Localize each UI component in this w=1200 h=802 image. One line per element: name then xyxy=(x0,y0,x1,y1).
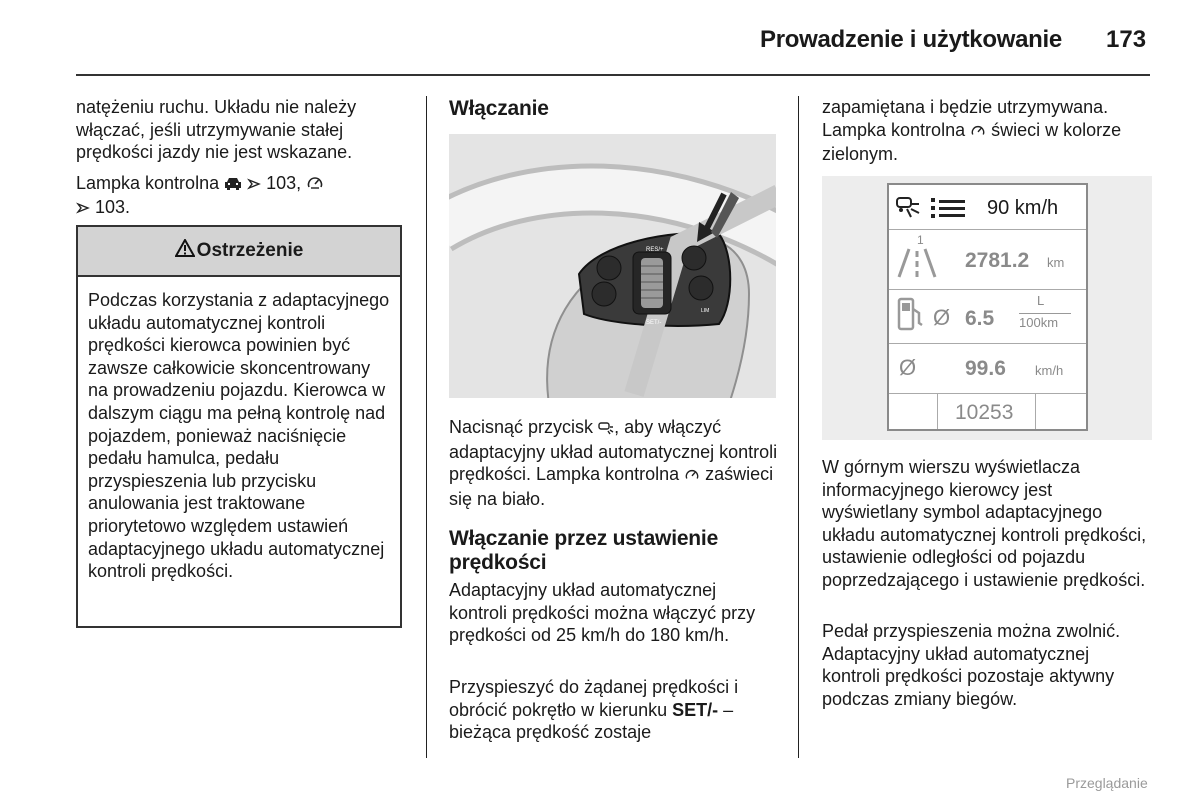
page-number: 173 xyxy=(1106,26,1147,53)
column-divider xyxy=(426,96,427,758)
fraction-line xyxy=(1019,313,1071,314)
distance-setting-icon xyxy=(598,418,614,441)
average-speed-value: 99.6 xyxy=(965,357,1006,380)
fuel-pump-icon xyxy=(897,297,925,336)
average-symbol: Ø xyxy=(899,355,917,380)
paragraph xyxy=(449,676,779,744)
text-bold: SET/- xyxy=(672,699,719,720)
paragraph xyxy=(76,172,402,221)
display-row-odometer xyxy=(889,393,1086,429)
column-1 xyxy=(76,96,402,221)
paragraph: Pedał przyspieszenia można zwolnić. Adaptacyjny układ automatycznej kontroli prędkości pozostaje aktywny podczas zmiany biegów. xyxy=(822,621,1121,709)
header-rule xyxy=(76,74,1150,76)
section-heading: Włączanie xyxy=(449,97,549,120)
steering-wheel-figure xyxy=(449,134,776,398)
consumption-unit-bottom: 100km xyxy=(1019,315,1059,330)
average-symbol: Ø xyxy=(933,305,951,330)
warning-title: Ostrzeżenie xyxy=(196,240,304,261)
footer-watermark: Przeglądanie xyxy=(1066,775,1148,791)
figure-label-lim: LIM xyxy=(701,308,710,314)
text: Nacisnąć przycisk xyxy=(449,417,594,437)
set-speed-value: 90 km/h xyxy=(987,197,1059,219)
page-header-title: Prowadzenie i użytkowanie xyxy=(760,26,1062,53)
adaptive-cruise-icon xyxy=(895,195,923,224)
warning-box xyxy=(76,225,402,628)
display-row-average-speed xyxy=(889,343,1086,394)
divider xyxy=(937,393,938,429)
text: Lampka kontrolna xyxy=(76,172,220,193)
warning-text: Podczas korzystania z adaptacyjnego układu automatycznej kontroli prędkości kierowca powinien być zawsze całkowicie skoncentrowany na prowadzeniu pojazdu. Kierowca w dalszym ciągu ma pełną kontrolę nad pojazdem, ponieważ naciśnięcie pedału hamulca, pedału przyspieszenia lub przycisku anulowania jest traktowane priorytetowo względem ustawień adaptacyjnego układu automatycznej kontroli prędkości. xyxy=(88,290,390,582)
warning-header xyxy=(78,227,400,277)
warning-triangle-icon xyxy=(175,239,197,263)
column-divider xyxy=(798,96,799,758)
page-reference-icon xyxy=(247,174,261,197)
section-heading: Włączanie przez ustawienie prędkości xyxy=(449,527,719,574)
average-speed-unit: km/h xyxy=(1035,363,1064,378)
paragraph: Adaptacyjny układ automatycznej kontroli prędkości można włączyć przy prędkości od 25 km/h do 180 km/h. xyxy=(449,580,756,646)
page-reference: 103, xyxy=(266,172,302,193)
trip-number: 1 xyxy=(917,233,924,247)
paragraph xyxy=(449,416,779,510)
text: Przyspieszyć do żądanej prędkości i obrócić pokrętło w kierunku xyxy=(449,677,739,720)
paragraph: W górnym wierszu wyświetlacza informacyjnego kierowcy jest wyświetlany symbol adaptacyjnego układu automatycznej kontroli prędkości, ustawienie odległości od pojazdu poprzedzającego i ustawienie prędkości. xyxy=(822,457,1147,590)
text: świeci w kolorze zielonym. xyxy=(822,119,1122,165)
page-reference: 103. xyxy=(95,197,131,218)
figure-label-set: SET/- xyxy=(646,320,662,326)
text: zapamiętana i będzie utrzymywana. Lampka kontrolna xyxy=(822,97,1109,140)
consumption-value: 6.5 xyxy=(965,307,995,330)
divider xyxy=(1035,393,1036,429)
display-row-trip xyxy=(889,229,1086,290)
text: – bieżąca prędkość zostaje xyxy=(449,699,734,743)
consumption-unit-top: L xyxy=(1037,293,1045,308)
display-row-consumption xyxy=(889,289,1086,344)
cruise-control-icon xyxy=(684,465,700,488)
cruise-control-icon xyxy=(970,121,986,144)
page-reference-icon xyxy=(76,198,90,221)
car-icon xyxy=(224,174,242,197)
text: , aby włączyć adaptacyjny układ automatycznej kontroli prędkości. Lampka kontrolna xyxy=(449,417,778,485)
paragraph xyxy=(822,96,1152,166)
odometer-value: 10253 xyxy=(955,401,1014,424)
driver-information-display xyxy=(887,183,1088,431)
trip-distance-unit: km xyxy=(1047,255,1065,270)
text: zaświeci się na biało. xyxy=(449,464,774,509)
cruise-control-icon xyxy=(306,174,324,197)
distance-bars-icon xyxy=(931,198,967,223)
figure-label-res: RES/+ xyxy=(646,247,664,253)
display-row-speed xyxy=(889,185,1086,230)
road-icon xyxy=(897,247,937,284)
trip-distance-value: 2781.2 xyxy=(965,249,1030,272)
paragraph: natężeniu ruchu. Układu nie należy włączać, jeśli utrzymywanie stałej prędkości jazdy nie jest wskazane. xyxy=(76,97,357,163)
